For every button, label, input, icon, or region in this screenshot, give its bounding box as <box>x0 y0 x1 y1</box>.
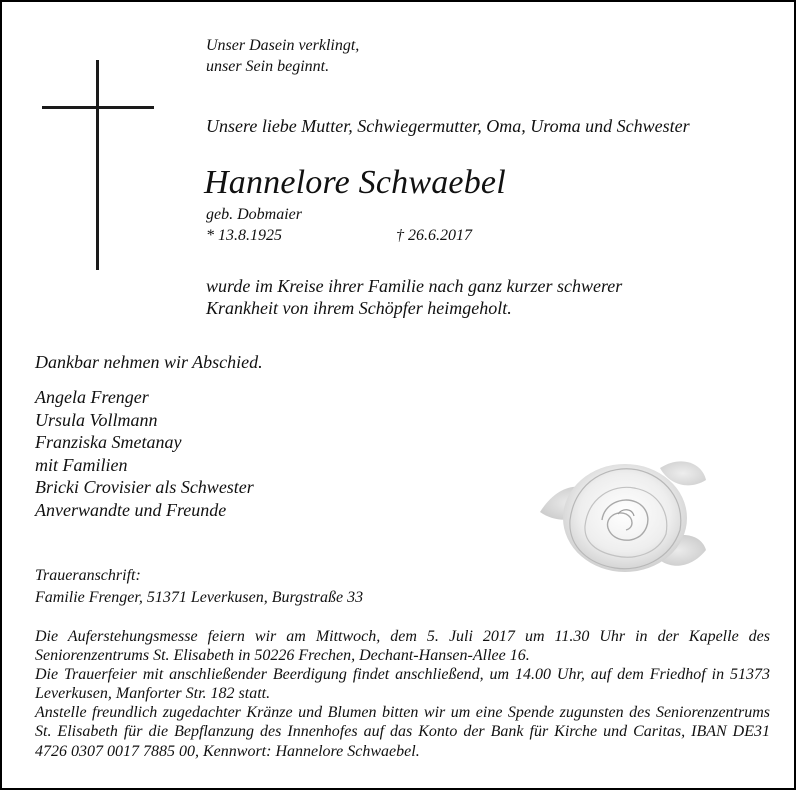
mourner-item: Franziska Smetanay <box>35 432 182 453</box>
cross-icon-horizontal <box>42 106 154 109</box>
sentence-line-2: Krankheit von ihrem Schöpfer heimgeholt. <box>206 298 512 318</box>
address-label: Traueranschrift: <box>35 567 141 584</box>
mourner-item: Ursula Vollmann <box>35 409 158 430</box>
paragraph-burial: Die Trauerfeier mit anschließender Beerdigung findet anschließend, um 14.00 Uhr, auf dem Friedhof in 51373 Leverkusen, Manforter Str. 182 statt. <box>35 666 770 703</box>
maiden-name: geb. Dobmaier <box>206 206 302 223</box>
mourning-address <box>35 565 363 609</box>
motto-line-2: unser Sein beginnt. <box>206 58 330 75</box>
address-value: Familie Frenger, 51371 Leverkusen, Burgstraße 33 <box>35 589 364 606</box>
paragraph-mass: Die Auferstehungsmesse feiern wir am Mittwoch, dem 5. Juli 2017 um 11.30 Uhr in der Kapelle des Seniorenzentrums St. Elisabeth in 50226 Frechen, Dechant-Hansen-Allee 16. <box>35 628 770 665</box>
motto-line-1: Unser Dasein verklingt, <box>206 37 360 54</box>
cross-icon-vertical <box>96 60 99 270</box>
birth-date: * 13.8.1925 <box>206 227 282 244</box>
mourner-item: Bricki Crovisier als Schwester <box>35 477 254 498</box>
intro-text: Unsere liebe Mutter, Schwiegermutter, Oma, Uroma und Schwester <box>206 116 690 136</box>
funeral-details <box>35 627 770 761</box>
death-date: † 26.6.2017 <box>396 227 472 244</box>
rose-icon <box>530 450 708 580</box>
mourner-item: Angela Frenger <box>35 387 149 407</box>
thanks-text: Dankbar nehmen wir Abschied. <box>35 352 263 372</box>
mourners-list <box>35 386 254 522</box>
paragraph-donation: Anstelle freundlich zugedachter Kränze und Blumen bitten wir um eine Spende zugunsten des Seniorenzentrums St. Elisabeth für die Bepflanzung des Innenhofes auf das Konto der Bank für Kirche und Caritas, IBAN DE31 4726 0307 0017 7885 00, Kennwort: Hannelore Schwaebel. <box>35 704 770 760</box>
mourner-item: Anverwandte und Freunde <box>35 499 227 520</box>
motto <box>206 35 359 77</box>
mourner-item: mit Familien <box>35 454 128 475</box>
sentence-line-1: wurde im Kreise ihrer Familie nach ganz kurzer schwerer <box>206 276 623 296</box>
deceased-name: Hannelore Schwaebel <box>204 164 506 201</box>
announcement-sentence <box>206 275 622 319</box>
